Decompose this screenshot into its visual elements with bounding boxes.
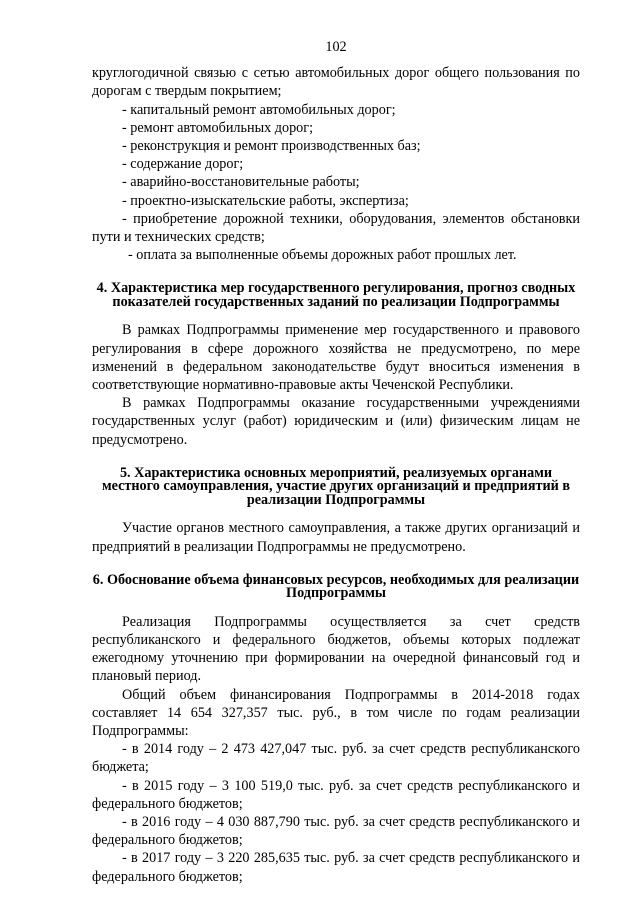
list-item: - ремонт автомобильных дорог;	[122, 119, 314, 136]
intro-continuation: круглогодичной связью с сетью автомобильных дорог общего пользования по дорогам с твердым покрытием;	[92, 65, 580, 100]
list-item: - аварийно-восстановительные работы;	[122, 174, 360, 191]
section-6-heading: 6. Обоснование объема финансовых ресурсов, необходимых для реализации Подпрограммы	[92, 571, 580, 602]
list-item: - капитальный ремонт автомобильных дорог;	[122, 101, 396, 118]
financing-year-item: - в 2014 году – 2 473 427,047 тыс. руб. за счет средств республиканского бюджета;	[92, 741, 580, 776]
financing-year-item: - в 2016 году – 4 030 887,790 тыс. руб. за счет средств республиканского и федерального бюджетов;	[92, 814, 580, 849]
section-4-paragraph: В рамках Подпрограммы оказание государственными учреждениями государственных услуг (работ) юридическим и (или) физическим лицам не предусмотрено.	[92, 395, 580, 448]
list-item: - содержание дорог;	[122, 156, 244, 173]
section-5-paragraph: Участие органов местного самоуправления, а также других организаций и предприятий в реализации Подпрограммы не предусмотрено.	[92, 520, 580, 555]
list-item: - приобретение дорожной техники, оборудования, элементов обстановки пути и технических средств;	[92, 210, 580, 246]
section-5-heading: 5. Характеристика основных мероприятий, реализуемых органами местного самоуправления, участие других организаций и предприятий в реализации Подпрограммы	[101, 464, 571, 508]
section-6-paragraph: Реализация Подпрограммы осуществляется за счет средств республиканского и федерального бюджетов, объемы которых подлежат ежегодному уточнению при формировании на очередной финансовый год и плановый период.	[92, 613, 580, 685]
section-4-paragraph: В рамках Подпрограммы применение мер государственного и правового регулирования в сфере дорожного хозяйства не предусмотрено, по мере изменений в федеральном законодательстве будут вноситься изменения в соответствующие нормативно-правовые акты Чеченской Республики.	[92, 322, 580, 394]
financing-year-item: - в 2015 году – 3 100 519,0 тыс. руб. за счет средств республиканского и федерального бюджетов;	[92, 777, 580, 812]
list-item: - оплата за выполненные объемы дорожных работ прошлых лет.	[128, 247, 517, 264]
list-item: - реконструкция и ремонт производственных баз;	[122, 138, 421, 155]
list-item: - проектно-изыскательские работы, экспертиза;	[122, 192, 409, 209]
financing-year-item: - в 2017 году – 3 220 285,635 тыс. руб. за счет средств республиканского и федерального бюджетов;	[92, 850, 580, 885]
section-4-heading: 4. Характеристика мер государственного регулирования, прогноз сводных показателей государственных заданий по реализации Подпрограммы	[96, 280, 576, 310]
section-6-paragraph: Общий объем финансирования Подпрограммы в 2014-2018 годах составляет 14 654 327,357 тыс. руб., в том числе по годам реализации Подпрограммы:	[92, 686, 580, 739]
page-number: 102	[325, 39, 347, 55]
